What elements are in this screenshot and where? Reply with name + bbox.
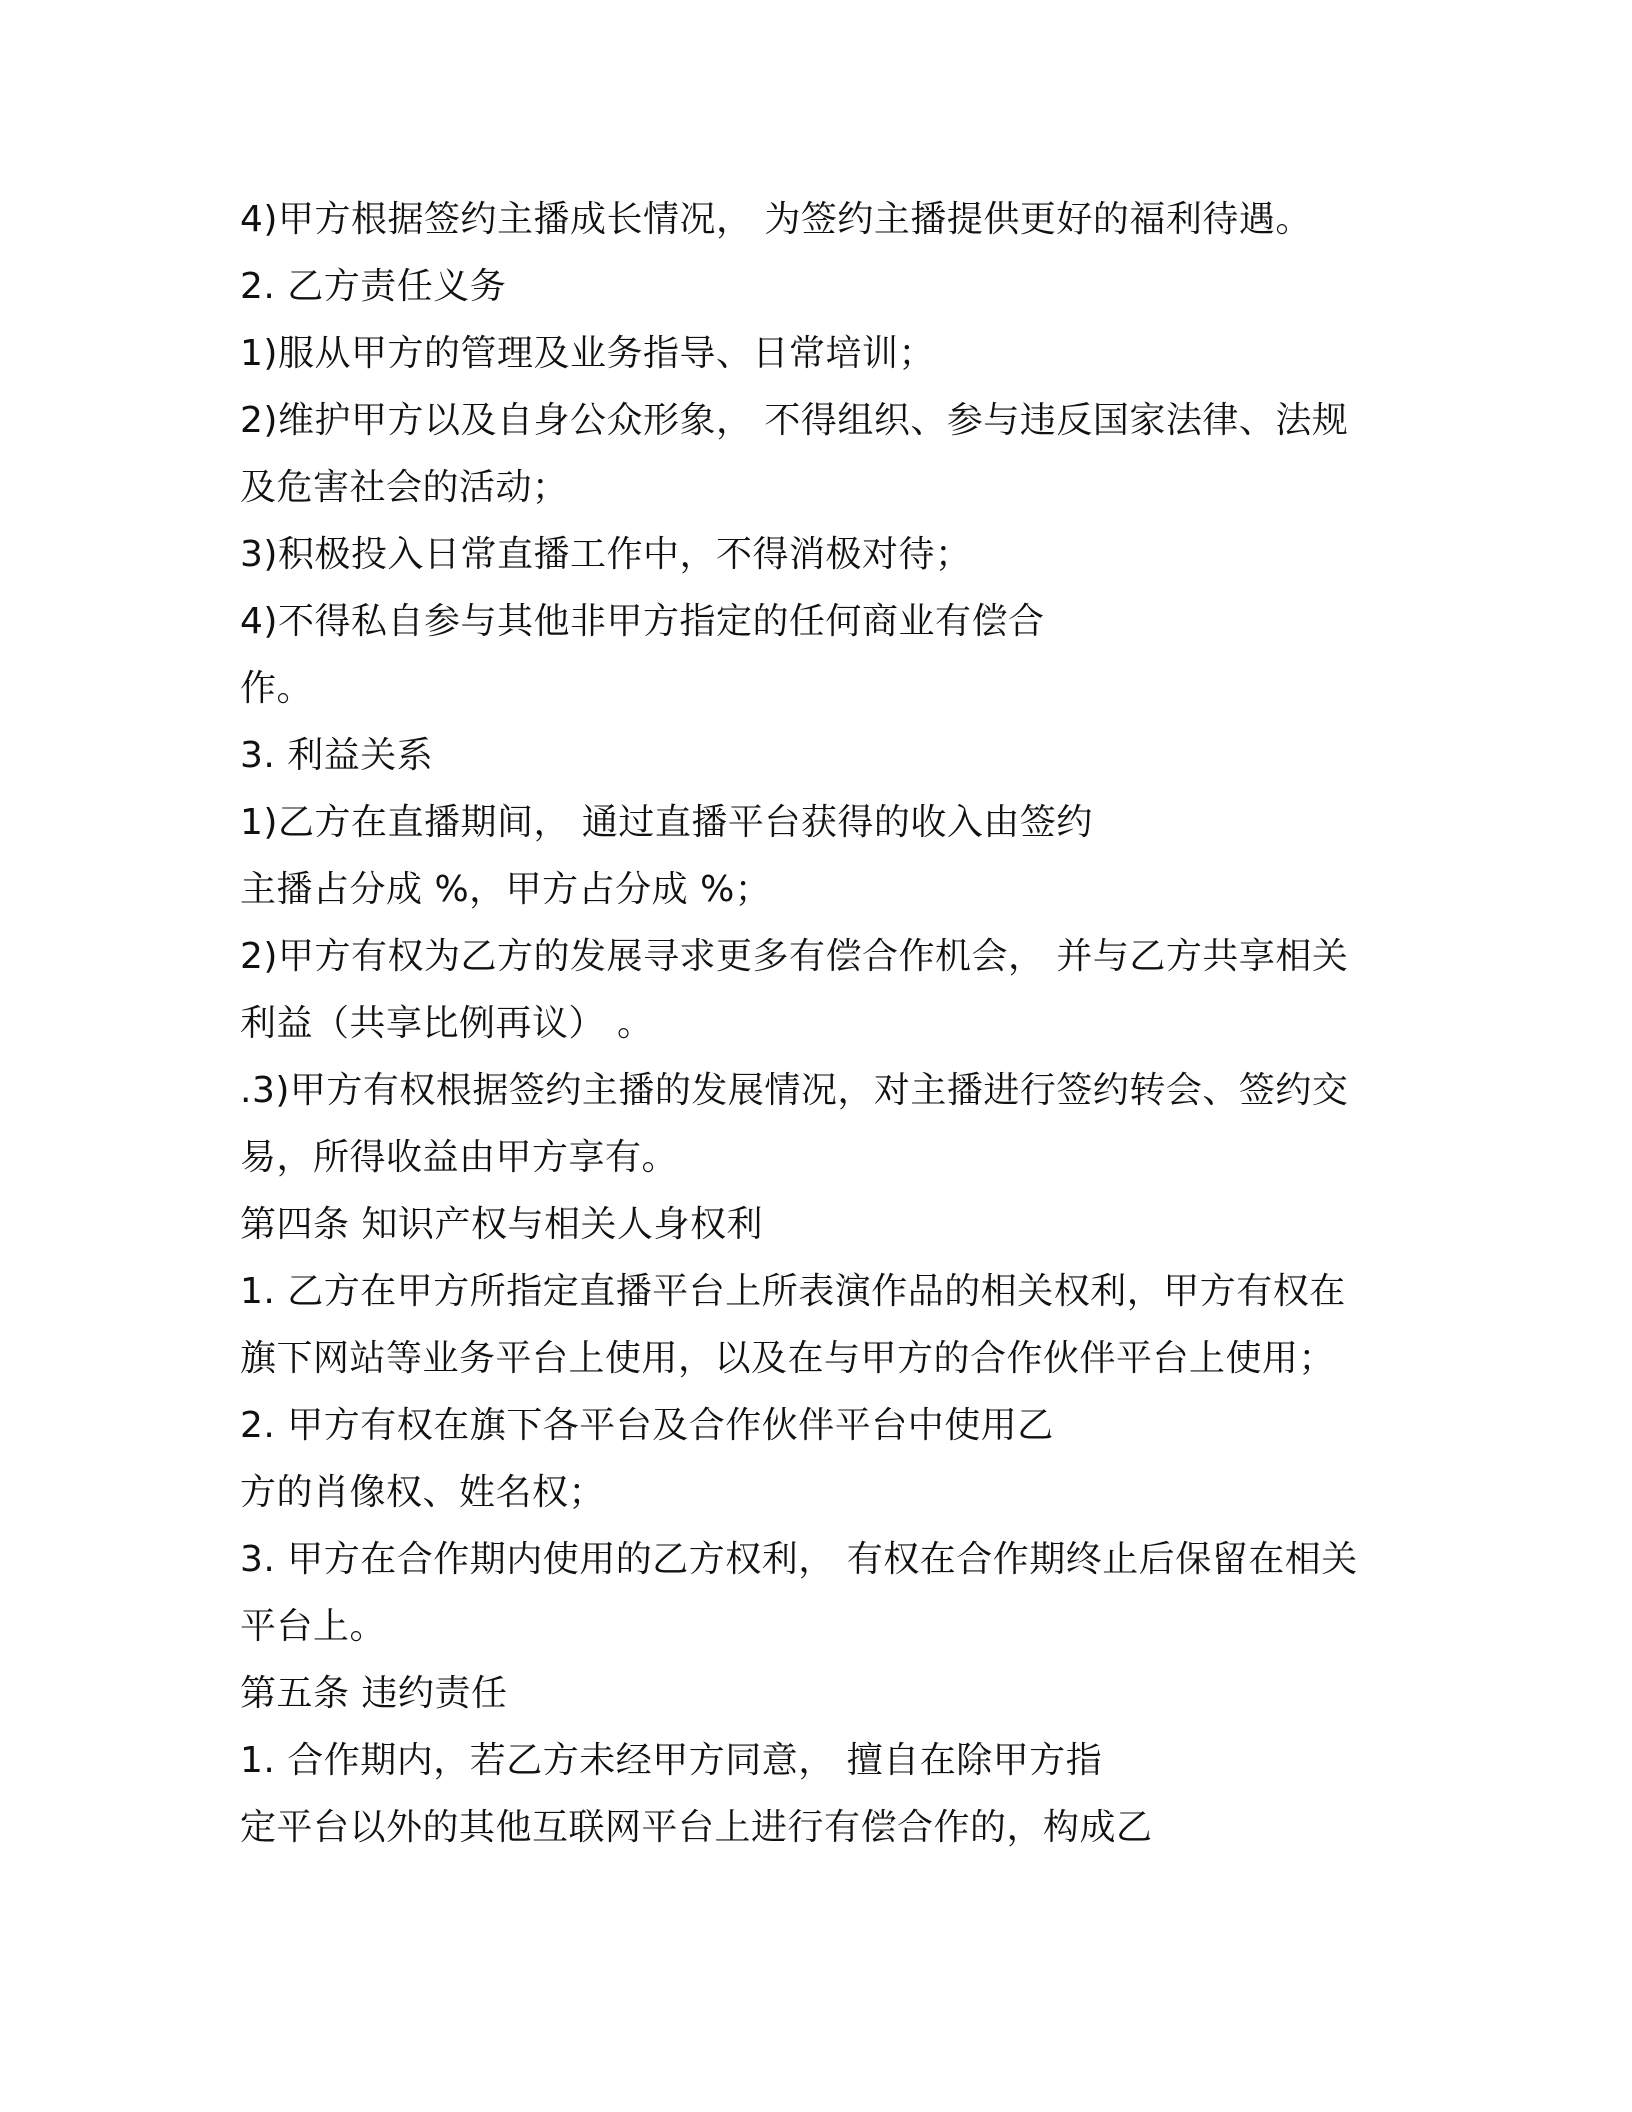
clause-line: 定平台以外的其他互联网平台上进行有偿合作的，构成乙: [240, 1807, 1153, 1848]
clause-line: 2. 甲方有权在旗下各平台及合作伙伴平台中使用乙: [240, 1405, 1054, 1446]
article-heading: 第五条 违约责任: [240, 1673, 508, 1714]
clause-line: 1)乙方在直播期间， 通过直播平台获得的收入由签约: [240, 802, 1093, 843]
clause-line: 4)不得私自参与其他非甲方指定的任何商业有偿合: [240, 601, 1045, 642]
clause-line: 3)积极投入日常直播工作中，不得消极对待；: [240, 534, 972, 575]
clause-line: 平台上。: [240, 1606, 387, 1647]
clause-line: 方的肖像权、姓名权；: [240, 1472, 606, 1513]
clause-line: 2)甲方有权为乙方的发展寻求更多有偿合作机会， 并与乙方共享相关: [240, 936, 1349, 977]
clause-line: 作。: [240, 668, 314, 709]
document-body: [240, 186, 1440, 1861]
clause-line: 2)维护甲方以及自身公众形象， 不得组织、参与违反国家法律、法规: [240, 400, 1349, 441]
clause-line: 主播占分成 %，甲方占分成 %；: [240, 869, 772, 910]
clause-line: 利益（共享比例再议） 。: [240, 1003, 654, 1044]
section-heading: 2. 乙方责任义务: [240, 266, 507, 307]
clause-line: 1. 乙方在甲方所指定直播平台上所表演作品的相关权利，甲方有权在: [240, 1271, 1346, 1312]
clause-line: 易，所得收益由甲方享有。: [240, 1137, 679, 1178]
clause-line: 及危害社会的活动；: [240, 467, 569, 508]
section-heading: 3. 利益关系: [240, 735, 434, 776]
clause-line: 1. 合作期内，若乙方未经甲方同意， 擅自在除甲方指: [240, 1740, 1103, 1781]
clause-line: .3)甲方有权根据签约主播的发展情况，对主播进行签约转会、签约交: [240, 1070, 1349, 1111]
clause-line: 3. 甲方在合作期内使用的乙方权利， 有权在合作期终止后保留在相关: [240, 1539, 1358, 1580]
clause-line: 4)甲方根据签约主播成长情况， 为签约主播提供更好的福利待遇。: [240, 199, 1312, 240]
clause-line: 1)服从甲方的管理及业务指导、日常培训；: [240, 333, 935, 374]
clause-line: 旗下网站等业务平台上使用，以及在与甲方的合作伙伴平台上使用；: [240, 1338, 1336, 1379]
article-heading: 第四条 知识产权与相关人身权利: [240, 1204, 763, 1245]
